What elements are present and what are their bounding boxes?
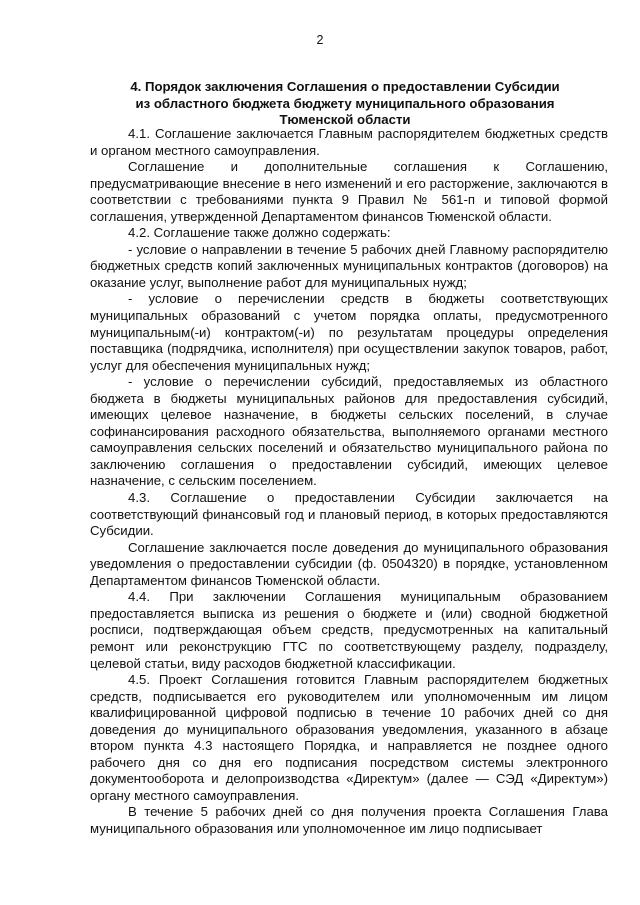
- section-heading-line: 4. Порядок заключения Соглашения о предоставлении Субсидии: [130, 79, 560, 94]
- paragraph-4-5: 4.5. Проект Соглашения готовится Главным распорядителем бюджетных средств, подписывается его руководителем или уполномоченным им лицом квалифицированной цифровой подписью в течение 10 рабочих дней со дня доведения до муниципального образования уведомления, указанного в абзаце втором пункта 4.3 настоящего Порядка, и направляется не позднее одного рабочего дня со дня его подписания посредством системы электронного документооборота и делопроизводства «Директум» (далее — СЭД «Директум») органу местного самоуправления.: [90, 672, 608, 803]
- list-item-funds-transfer: - условие о перечислении средств в бюджеты соответствующих муниципальных образований с учетом порядка оплаты, предусмотренного муниципальным(-и) контрактом(-и) по результатам процедуры определения поставщика (подрядчика, исполнителя) при осуществлении закупок товаров, работ, услуг для обеспечения муниципальных нужд;: [90, 291, 608, 373]
- paragraph-agreement-amendments: Соглашение и дополнительные соглашения к Соглашению, предусматривающие внесение в него изменений и его расторжение, заключаются в соответствии с требованиями пункта 9 Правил № 561-п и типовой формой соглашения, утвержденной Департаментом финансов Тюменской области.: [90, 159, 608, 224]
- paragraph-4-2: 4.2. Соглашение также должно содержать:: [128, 225, 391, 241]
- page-number: 2: [316, 33, 324, 47]
- paragraph-4-3: 4.3. Соглашение о предоставлении Субсидии заключается на соответствующий финансовый год и плановый период, в которых предоставляются Субсидии.: [90, 490, 608, 539]
- section-heading-line: Тюменской области: [279, 112, 411, 128]
- paragraph-4-1: 4.1. Соглашение заключается Главным распорядителем бюджетных средств и органом местного самоуправления.: [90, 126, 608, 158]
- document-body: [90, 126, 608, 838]
- list-item-subsidy-transfer: - условие о перечислении субсидий, предоставляемых из областного бюджета в бюджеты муниципальных районов для предоставления субсидий, имеющих целевое назначение, в бюджеты сельских поселений, в случае софинансирования расходного обязательства, выполняемого органами местного самоуправления сельских поселений и обязательство муниципального района по заключению соглашения о предоставлении субсидий, имеющих целевое назначение, с сельским поселением.: [90, 374, 608, 489]
- paragraph-notification: Соглашение заключается после доведения до муниципального образования уведомления о предоставлении субсидии (ф. 0504320) в порядке, установленном Департаментом финансов Тюменской области.: [90, 539, 608, 588]
- paragraph-4-4: 4.4. При заключении Соглашения муниципальным образованием предоставляется выписка из решения о бюджете и (или) сводной бюджетной росписи, подтверждающая объем средств, предусмотренных на капитальный ремонт или реконструкцию ГТС по соответствующему разделу, подразделу, целевой статьи, виду расходов бюджетной классификации.: [90, 589, 608, 671]
- paragraph-signing: В течение 5 рабочих дней со дня получения проекта Соглашения Глава муниципального образования или уполномоченное им лицо подписывает: [90, 804, 608, 836]
- list-item-contract-copies: - условие о направлении в течение 5 рабочих дней Главному распорядителю бюджетных средств копий заключенных муниципальных контрактов (договоров) на оказание услуг, выполнение работ для муниципальных нужд;: [90, 241, 608, 290]
- section-heading: [100, 79, 590, 129]
- section-heading-line: из областного бюджета бюджету муниципального образования: [135, 95, 555, 111]
